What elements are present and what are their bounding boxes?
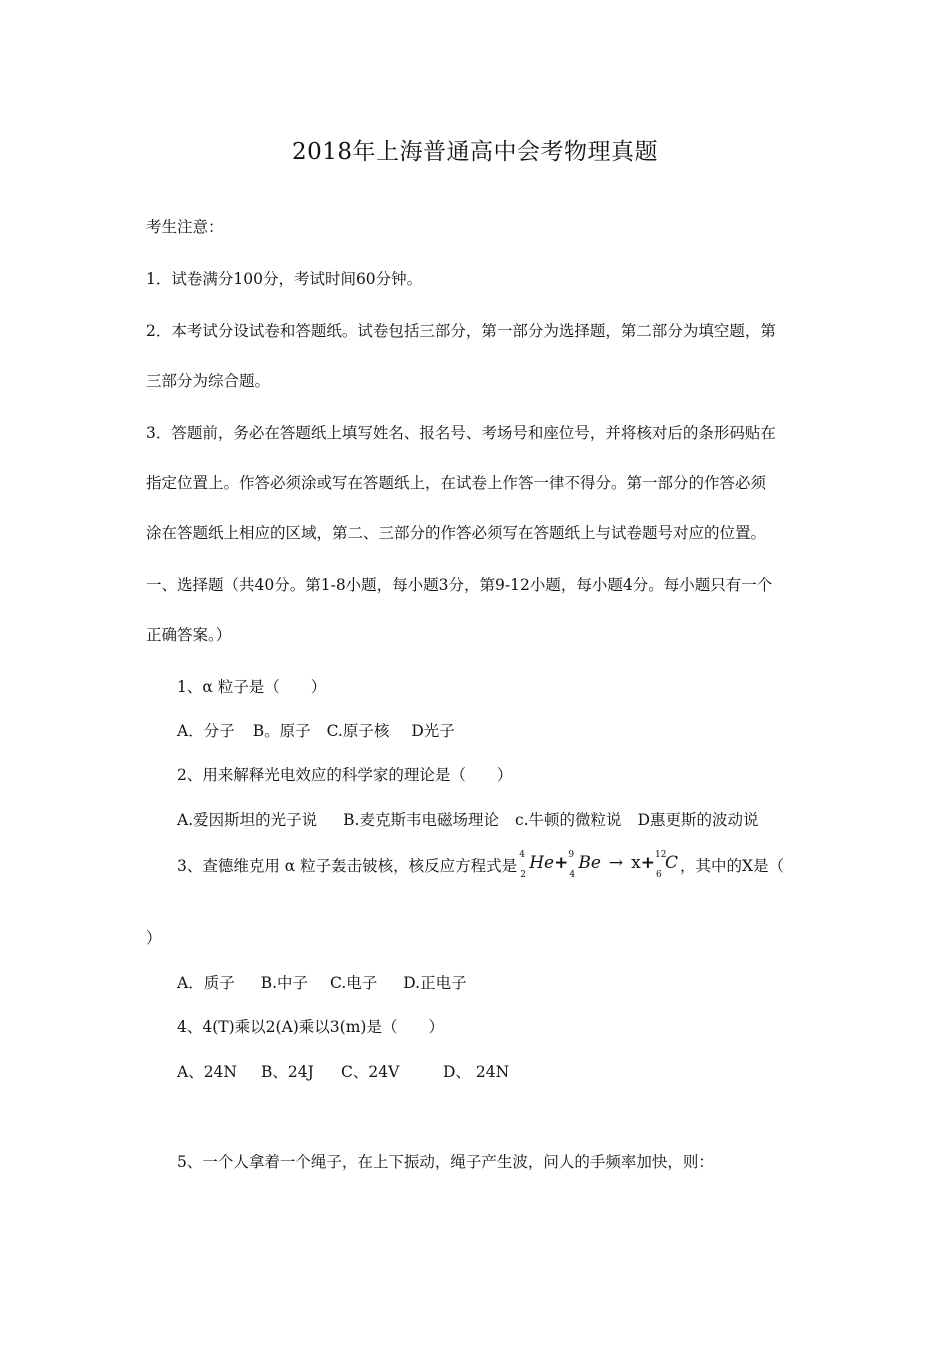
question-4-option-a: A、24N	[177, 1063, 237, 1081]
notice-item-1: 1．试卷满分100分，考试时间60分钟。	[146, 270, 423, 288]
question-2-stem: 2、用来解释光电效应的科学家的理论是（ ）	[177, 766, 513, 784]
question-1-stem: 1、α 粒子是（ ）	[177, 678, 327, 696]
question-2-options	[177, 809, 817, 831]
helium-mass-number: 4	[519, 850, 525, 860]
question-3-option-c: C.电子	[330, 974, 378, 992]
question-1-option-d: D光子	[411, 722, 455, 740]
question-4-option-c: C、24V	[341, 1063, 400, 1081]
question-4-options	[177, 1061, 817, 1083]
question-3-option-a: A．质子	[177, 974, 235, 992]
helium-nucleus	[519, 850, 555, 880]
unknown-particle-x: x	[631, 853, 641, 873]
question-2-option-b: B.麦克斯韦电磁场理论	[343, 811, 499, 829]
question-3-stem-after: ，其中的X是（	[680, 857, 785, 875]
helium-atomic-number: 2	[520, 870, 526, 880]
notice-item-2-line-1: 2．本考试分设试卷和答题纸。试卷包括三部分，第一部分为选择题，第二部分为填空题，第	[146, 322, 776, 340]
beryllium-nucleus	[568, 850, 601, 880]
nuclear-reaction-equation	[519, 850, 678, 880]
notice-item-2-line-2: 三部分为综合题。	[146, 372, 271, 390]
beryllium-symbol: Be	[578, 853, 601, 873]
page-title: 2018年上海普通高中会考物理真题	[291, 139, 659, 165]
question-3-stem-before: 3、查德维克用 α 粒子轰击铍核，核反应方程式是	[177, 857, 518, 875]
question-2-option-c: c.牛顿的微粒说	[514, 811, 622, 829]
question-2-option-d: D惠更斯的波动说	[637, 811, 759, 829]
helium-symbol: He	[529, 853, 555, 873]
question-5-stem: 5、一个人拿着一个绳子，在上下振动，绳子产生波，问人的手频率加快，则：	[177, 1153, 714, 1171]
notice-heading: 考生注意：	[146, 218, 224, 236]
question-3-stem-end: ）	[146, 929, 162, 947]
question-1-option-b: B。原子	[252, 722, 311, 740]
notice-item-3-line-1: 3．答题前，务必在答题纸上填写姓名、报名号、考场号和座位号，并将核对后的条形码贴在	[146, 424, 776, 442]
question-1-options	[177, 720, 817, 742]
section-1-heading-line-1: 一、选择题（共40分。第1-8小题，每小题3分，第9-12小题，每小题4分。每小题只有一个	[146, 576, 773, 594]
section-1-heading-line-2: 正确答案。）	[146, 626, 232, 644]
question-3-option-b: B.中子	[260, 974, 309, 992]
question-2-option-a: A.爱因斯坦的光子说	[177, 811, 318, 829]
question-3-option-d: D.正电子	[403, 974, 467, 992]
plus-sign: +	[554, 853, 569, 873]
question-4-option-b: B、24J	[261, 1063, 314, 1081]
plus-sign: +	[640, 853, 655, 873]
question-4-option-d: D、 24N	[443, 1063, 510, 1081]
carbon-atomic-number: 6	[655, 870, 662, 880]
question-1-option-a: A．分子	[177, 722, 235, 740]
question-3-options	[177, 972, 817, 994]
beryllium-atomic-number: 4	[569, 870, 576, 880]
notice-item-3-line-2: 指定位置上。作答必须涂或写在答题纸上，在试卷上作答一律不得分。第一部分的作答必须	[146, 474, 767, 492]
carbon-symbol: C	[664, 853, 678, 873]
question-4-stem: 4、4(T)乘以2(A)乘以3(m)是（ ）	[177, 1018, 444, 1036]
question-1-option-c: C.原子核	[326, 722, 390, 740]
carbon-nucleus	[654, 850, 678, 880]
carbon-mass-number: 12	[654, 850, 667, 860]
beryllium-mass-number: 9	[568, 850, 575, 860]
question-3-stem	[177, 850, 817, 880]
notice-item-3-line-3: 涂在答题纸上相应的区域，第二、三部分的作答必须写在答题纸上与试卷题号对应的位置。	[146, 524, 767, 542]
reaction-arrow: →	[608, 853, 624, 873]
